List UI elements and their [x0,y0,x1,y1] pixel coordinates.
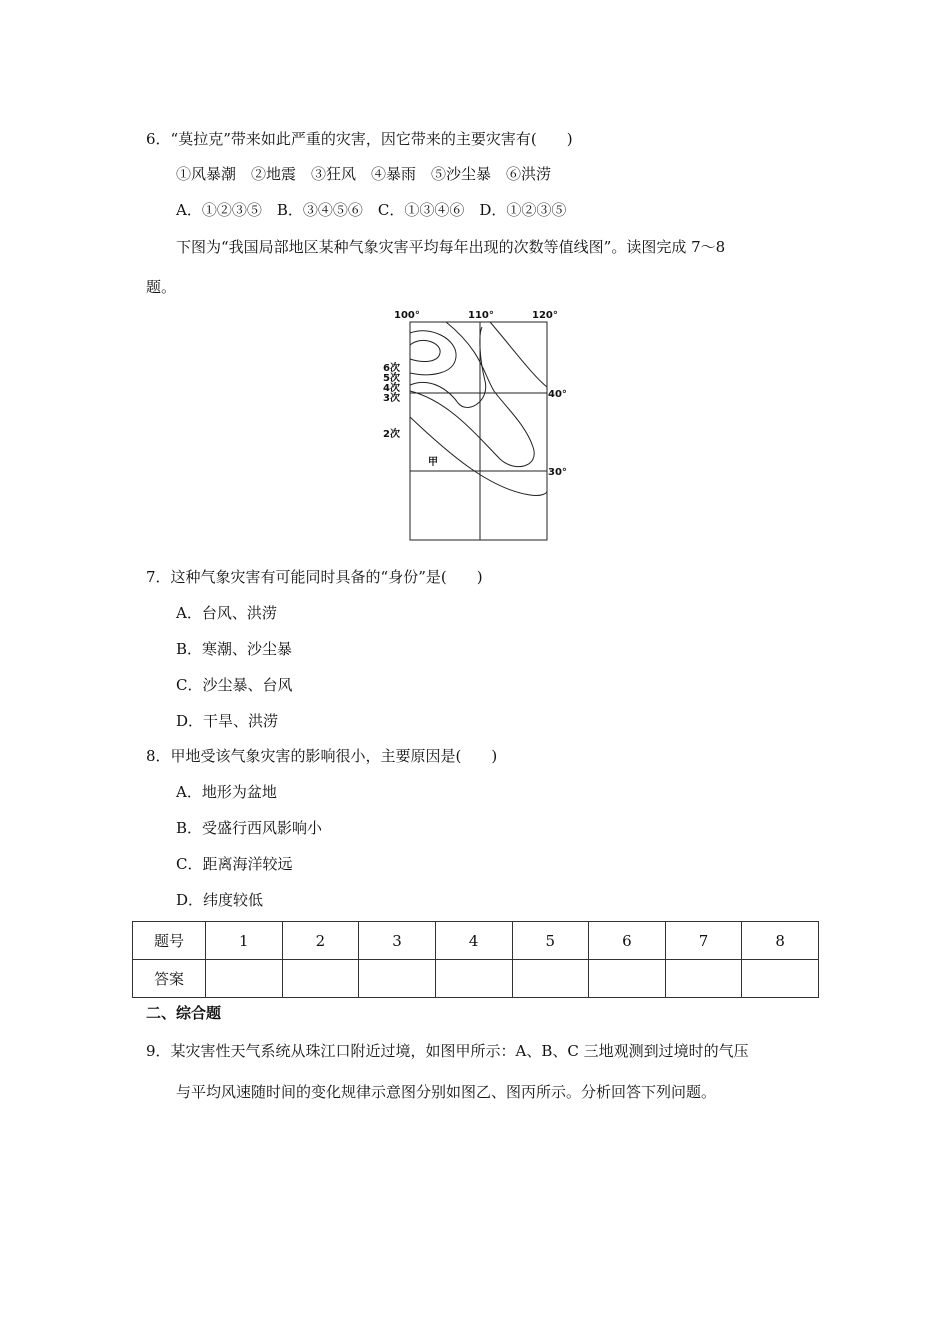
answer-cell[interactable] [359,960,436,998]
lat-label-30: 30° [548,467,567,478]
isoline-2 [410,322,547,496]
question-number-cell: 2 [282,922,359,960]
answer-cell[interactable] [282,960,359,998]
answer-cell[interactable] [589,960,666,998]
answer-cell[interactable] [742,960,819,998]
q8-stem: 8．甲地受该气象灾害的影响很小，主要原因是( ) [146,747,498,765]
q7-option-d: D．干旱、洪涝 [176,712,279,730]
answer-cell[interactable] [665,960,742,998]
table-row [133,922,819,960]
question-number-cell: 3 [359,922,436,960]
isoline-map [370,305,580,545]
question-number-cell: 1 [206,922,283,960]
place-label-jia: 甲 [428,457,438,468]
q7-option-b: B．寒潮、沙尘暴 [176,640,293,658]
question-number-cell: 8 [742,922,819,960]
question-number-cell: 7 [665,922,742,960]
q8-option-d: D．纬度较低 [176,891,264,909]
isoline-3 [410,322,534,467]
figure-intro-line1: 下图为“我国局部地区某种气象灾害平均每年出现的次数等值线图”。读图完成 7～8 [176,238,726,256]
table-row [133,960,819,998]
q7-option-c: C．沙尘暴、台风 [176,676,293,694]
isoline-label-6: 6次 [383,363,400,374]
q8-option-c: C．距离海洋较远 [176,855,293,873]
q6-items: ①风暴潮 ②地震 ③狂风 ④暴雨 ⑤沙尘暴 ⑥洪涝 [176,165,552,183]
section-title: 二、综合题 [146,1004,222,1022]
q7-option-a: A．台风、洪涝 [176,604,277,622]
q6-options: A．①②③⑤ B．③④⑤⑥ C．①③④⑥ D．①②③⑤ [176,201,567,219]
isoline-5 [410,331,456,375]
lat-label-40: 40° [548,389,567,400]
answer-cell[interactable] [206,960,283,998]
question-number-cell: 5 [512,922,589,960]
figure-intro-line2: 题。 [146,278,177,296]
isoline-label-4: 4次 [383,383,400,394]
answer-cell[interactable] [435,960,512,998]
answer-table [132,921,819,998]
question-number-cell: 4 [435,922,512,960]
lon-label-100: 100° [394,310,420,321]
isoline-label-2: 2次 [383,429,400,440]
lon-label-110: 110° [468,310,494,321]
row-header-number: 题号 [133,922,206,960]
isoline-label-5: 5次 [383,373,400,384]
question-number-cell: 6 [589,922,666,960]
map-frame [410,322,547,540]
answer-cell[interactable] [512,960,589,998]
q9-line2: 与平均风速随时间的变化规律示意图分别如图乙、图丙所示。分析回答下列问题。 [176,1083,717,1101]
isoline-label-3: 3次 [383,393,400,404]
isoline-6 [410,340,440,361]
q7-stem: 7．这种气象灾害有可能同时具备的“身份”是( ) [146,568,483,586]
q6-stem: 6．“莫拉克”带来如此严重的灾害，因它带来的主要灾害有( ) [146,130,573,148]
q9-line1: 9．某灾害性天气系统从珠江口附近过境，如图甲所示：A、B、C 三地观测到过境时的气压 [146,1042,749,1060]
q8-option-a: A．地形为盆地 [176,783,277,801]
row-header-answer: 答案 [133,960,206,998]
lon-label-120: 120° [532,310,558,321]
q8-option-b: B．受盛行西风影响小 [176,819,323,837]
